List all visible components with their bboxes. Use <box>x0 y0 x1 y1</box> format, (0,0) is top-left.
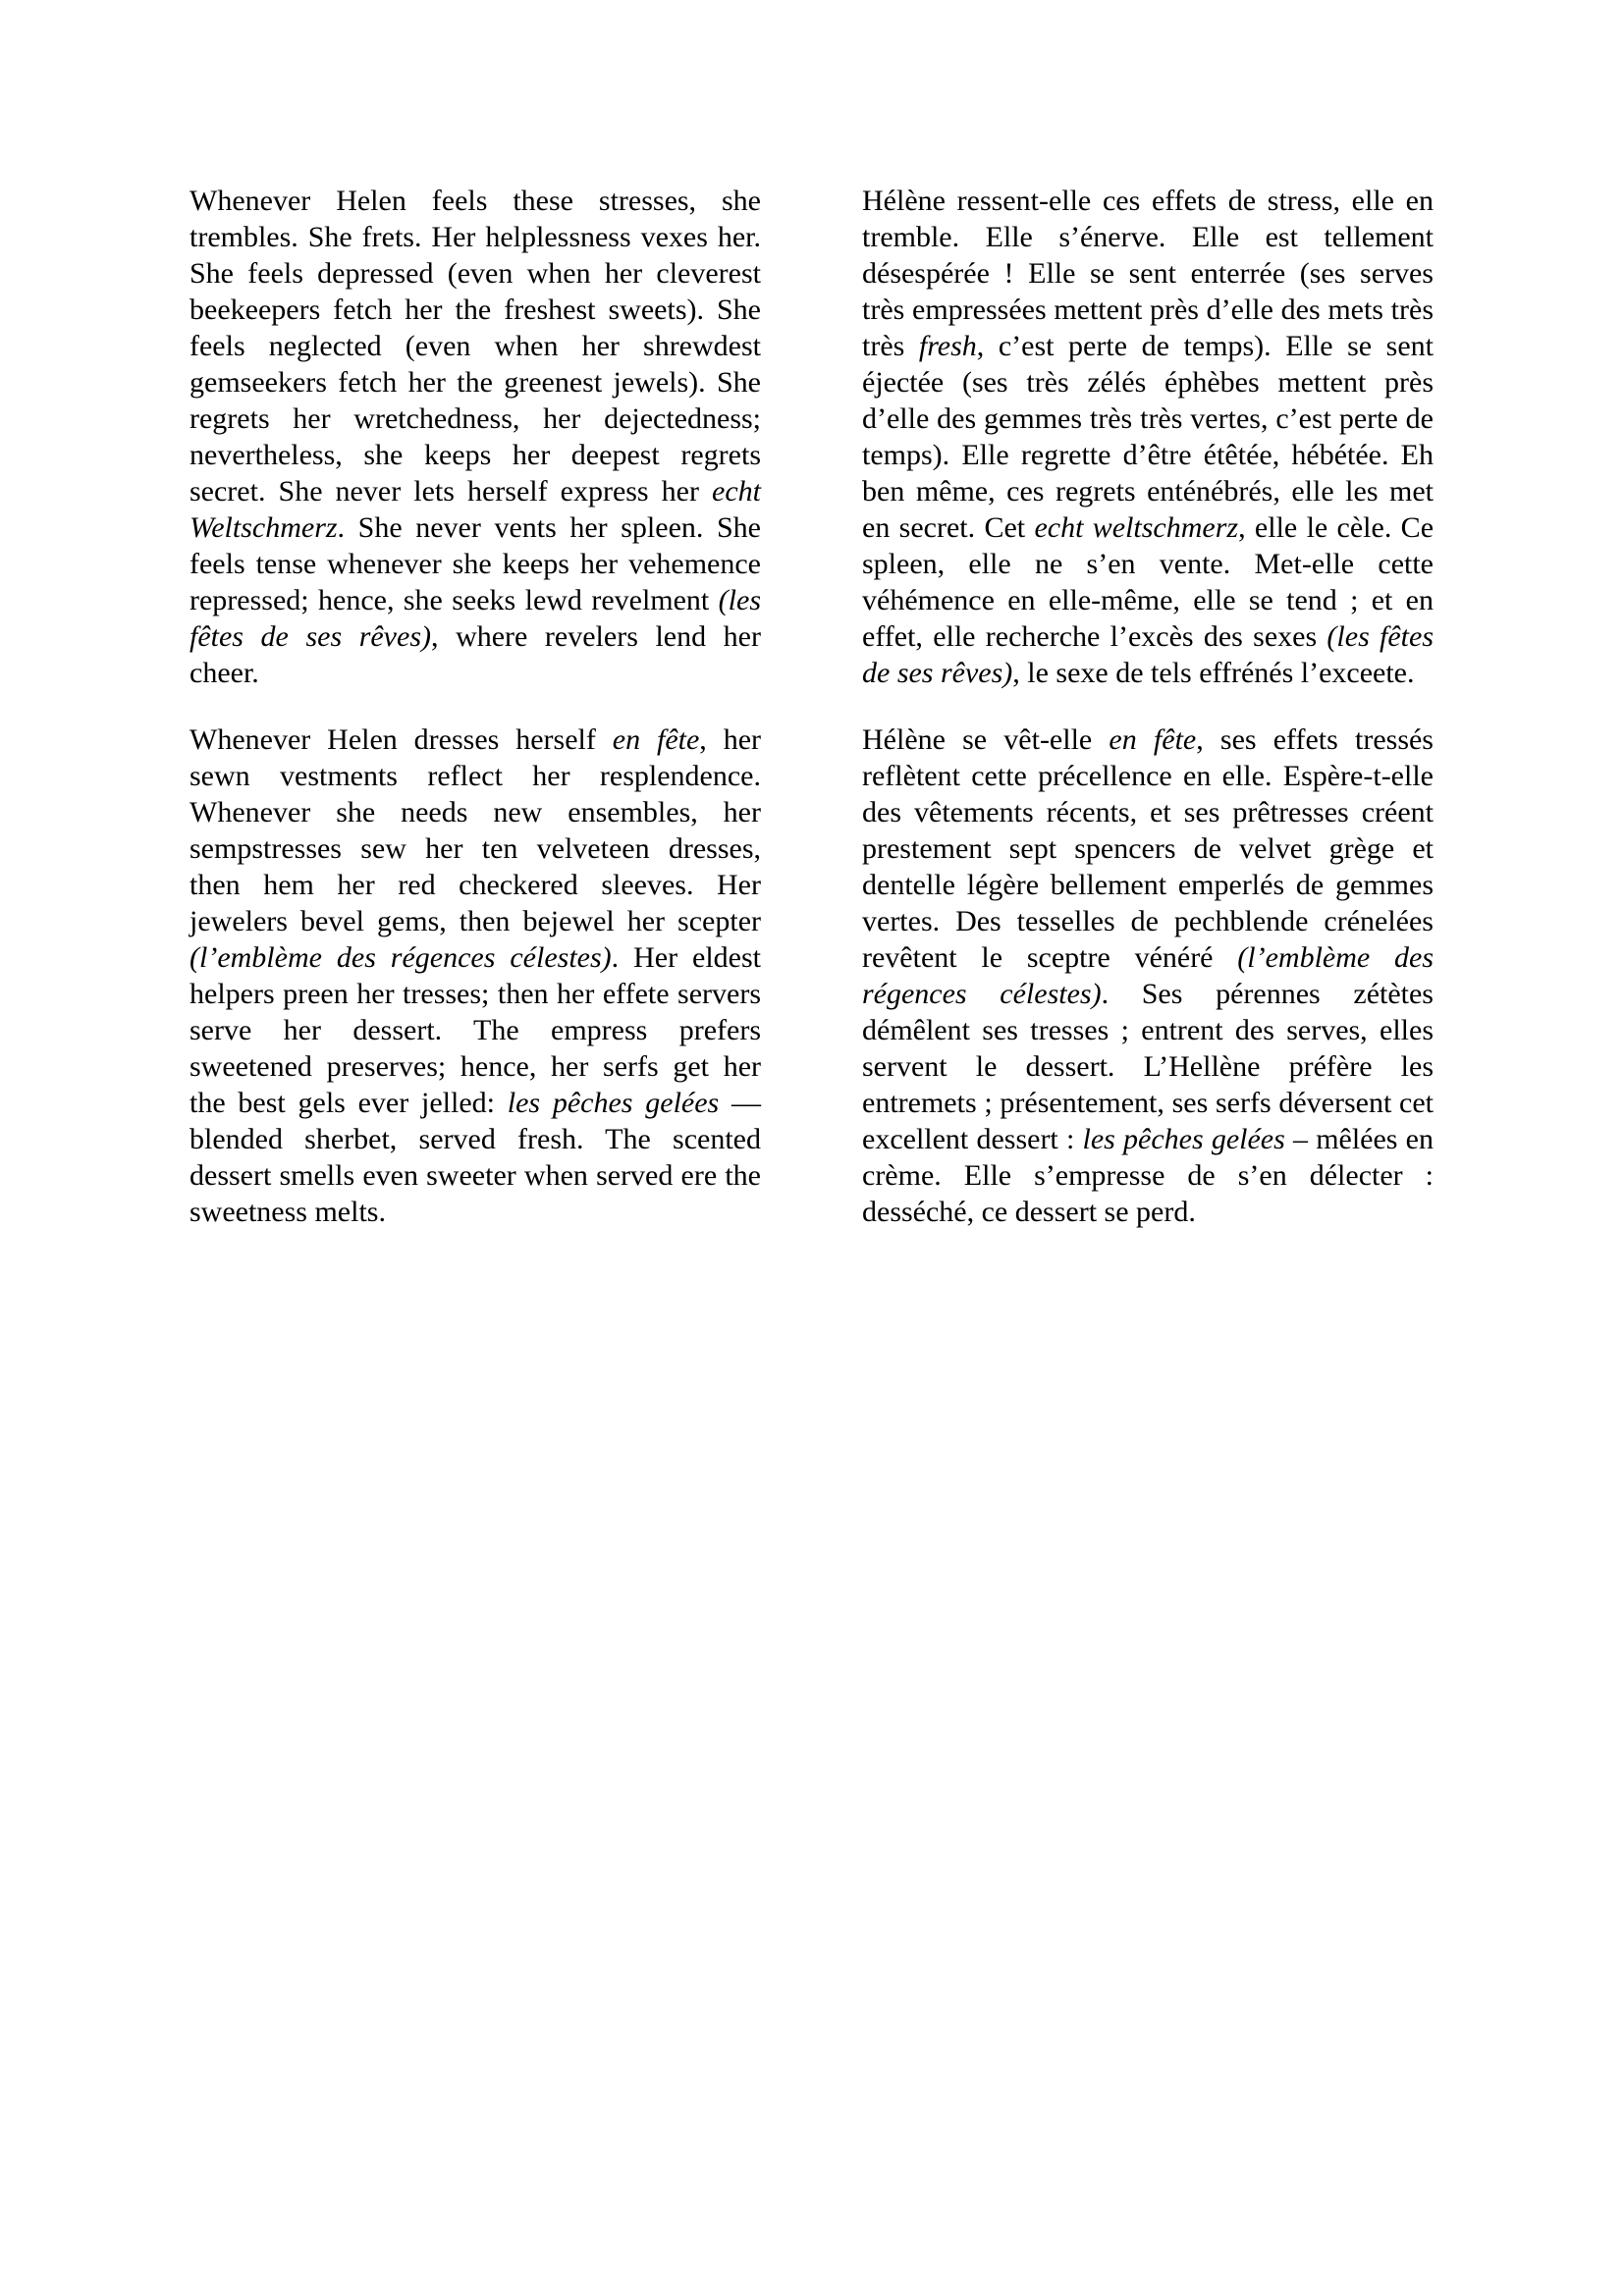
french-paragraph-2: Hélène se vêt-elle en fête, ses effets tressés reflètent cette précellence en elle. Espère-t-elle des vêtements récents, et ses prêtresses créent prestement sept spencers de velvet grège et dentelle légère bellement emperlés de gemmes vertes. Des tesselles de pechblende crénelées revêtent le sceptre vénéré (l’emblème des régences célestes). Ses pérennes zétètes démêlent ses tresses ; entrent des serves, elles servent le dessert. L’Hellène préfère les entremets ; présentement, ses serfs déversent cet excellent dessert : les pêches gelées – mêlées en crème. Elle s’empresse de s’en délecter : desséché, ce dessert se perd. <box>862 723 1435 1228</box>
english-paragraph-1: Whenever Helen feels these stresses, she trembles. She frets. Her helplessness vexes her. She feels depressed (even when her cleverest beekeepers fetch her the freshest sweets). She feels neglected (even when her shrewdest gemseekers fetch her the greenest jewels). She regrets her wretchedness, her dejectedness; nevertheless, she keeps her deepest regrets secret. She never lets herself express her echt Weltschmerz. She never vents her spleen. She feels tense whenever she keeps her vehemence repressed; hence, she seeks lewd revelment (les fêtes de ses rêves), where revelers lend her cheer. <box>189 185 761 689</box>
english-paragraph-2: Whenever Helen dresses herself en fête, her sewn vestments reflect her resplendence. Whenever she needs new ensembles, her sempstresses sew her ten velveteen dresses, then hem her red checkered sleeves. Her jewelers bevel gems, then bejewel her scepter (l’emblème des régences célestes). Her eldest helpers preen her tresses; then her effete servers serve her dessert. The empress prefers sweetened preserves; hence, her serfs get her the best gels ever jelled: les pêches gelées — blended sherbet, served fresh. The scented dessert smells even sweeter when served ere the sweetness melts. <box>189 723 762 1228</box>
french-paragraph-1: Hélène ressent-elle ces effets de stress, elle en tremble. Elle s’énerve. Elle est tellement désespérée ! Elle se sent enterrée (ses serves très empressées mettent près d’elle des mets très très fresh, c’est perte de temps). Elle se sent éjectée (ses très zélés éphèbes mettent près d’elle des gemmes très très vertes, c’est perte de temps). Elle regrette d’être étêtée, hébétée. Eh ben même, ces regrets enténébrés, elle les met en secret. Cet echt weltschmerz, elle le cèle. Ce spleen, elle ne s’en vente. Met-elle cette véhémence en elle-même, elle se tend ; et en effet, elle recherche l’excès des sexes (les fêtes de ses rêves), le sexe de tels effrénés l’exceete. <box>862 185 1435 689</box>
translation-table <box>189 183 1434 1230</box>
